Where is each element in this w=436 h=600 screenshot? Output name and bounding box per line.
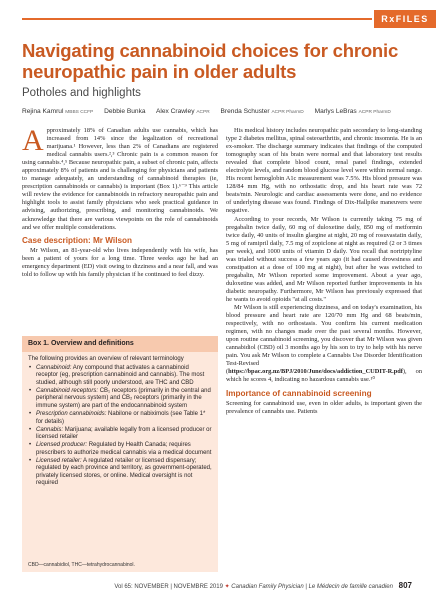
history-paragraph-2: According to your records, Mr Wilson is currently taking 75 mg of pregabalin twice daily, 60 mg of duloxetine daily, 850 mg of metformin twice daily, 40 units of insulin glargine at night, 20 mg of rosuvastatin daily, 5 mg of ramipril daily, 7.5 mg of zopiclone at night as required (2 or 3 times per week), and 1000 units of vitamin D daily. You recall that nortriptyline was trialed without success a few years ago (it had caused drowsiness and constipation at a dose of 100 mg at night), but after he was switched to pregabalin, Mr Wilson reported some improvement. About a year ago, duloxetine was added, and Mr Wilson reported further improvements in his diabetic neuropathy. Furthermore, Mr Wilson has previously expressed that he wants to avoid opioids "at all costs." bbox=[226, 215, 422, 303]
definition-item: • Cannabinoid receptors: CB₁ receptors (primarily in the central and peripheral nervous system) and CB₂ receptors (primarily in the immune system) are part of the endocannabinoid system bbox=[36, 388, 212, 411]
screening-heading: Importance of cannabinoid screening bbox=[226, 388, 372, 398]
footer-citation: Vol 65: NOVEMBER | NOVEMBRE 2019 ✦ Canadian Family Physician | Le Médecin de famille canadien 807 bbox=[114, 581, 412, 590]
section-header-bar bbox=[0, 10, 436, 28]
right-column bbox=[226, 127, 422, 416]
maple-leaf-icon: ✦ bbox=[224, 584, 230, 590]
definitions-box bbox=[22, 336, 218, 572]
footer-volume: Vol 65: NOVEMBER | NOVEMBRE 2019 bbox=[114, 584, 223, 590]
box-intro: The following provides an overview of relevant terminology bbox=[28, 356, 184, 362]
section-tag: RxFILES bbox=[374, 10, 436, 28]
definition-item: • Cannabinoid: Any compound that activates a cannabinoid receptor (eg, prescription cannabinoid and cannabis). The most studied, although still poorly understood, are THC and CBD bbox=[36, 365, 212, 388]
journal-name-fr: Le Médecin de famille canadien bbox=[308, 584, 393, 590]
definition-item: • Prescription cannabinoids: Nabilone or nabiximols (see Table 1* for details) bbox=[36, 411, 212, 426]
author-5: Marlys LeBras ACPR PharmD bbox=[314, 108, 391, 115]
definition-item: • Cannabis: Marijuana; available legally from a licensed producer or licensed retailer bbox=[36, 427, 212, 442]
author-4: Brenda Schuster ACPR PharmD bbox=[220, 108, 304, 115]
definition-list bbox=[22, 365, 218, 488]
author-1: Rejina Kamrul MBBS CCFP bbox=[22, 108, 94, 115]
author-2: Debbie Bunka bbox=[104, 108, 146, 115]
drop-cap: A bbox=[22, 124, 44, 157]
journal-name-en: Canadian Family Physician bbox=[231, 584, 304, 590]
article-subtitle: Potholes and highlights bbox=[22, 87, 141, 99]
article-title: Navigating cannabinoid choices for chronic neuropathic pain in older adults bbox=[22, 40, 399, 82]
cudit-link[interactable]: https://bpac.org.nz/BPJ/2010/June/docs/addiction_CUDIT-R.pdf bbox=[228, 368, 403, 376]
header-rule bbox=[22, 18, 372, 20]
history-paragraph-1: His medical history includes neuropathic pain secondary to long-standing type 2 diabetes mellitus, spinal osteoarthritis, and chronic insomnia. He is an ex-smoker. The discharge summary indicates that findings of the computed tomography scan of his brain were normal and that laboratory test results revealed that complete blood count, renal panel findings, extended electrolyte levels, and random blood glucose level were within normal range. His recent hemoglobin A1c measurement was 7.5%. His blood pressure was 128/84 mm Hg, with no orthostatic drop, and his heart rate was 72 beats/min. Neurologic and cardiac assessments were done, and no evidence of underlying disease was found. Findings of Dix-Hallpike maneuvers were negative. bbox=[226, 127, 422, 215]
left-column bbox=[22, 124, 218, 279]
screening-paragraph: Screening for cannabinoid use, even in older adults, is important given the prevalence of cannabis use. Patients bbox=[226, 399, 422, 415]
definition-item: • Licensed producer: Regulated by Health Canada; requires prescribers to authorize medical cannabis via a medical document bbox=[36, 442, 212, 457]
author-3: Alex Crawley ACPR bbox=[156, 108, 210, 115]
box-footnote: CBD—cannabidiol, THC—tetrahydrocannabinol. bbox=[28, 562, 135, 568]
case-heading: Case description: Mr Wilson bbox=[22, 235, 133, 245]
intro-paragraph: Approximately 18% of Canadian adults use cannabis, which has increased from 14% since the legalization of recreational marijuana.¹ However, less than 2% of Canadians are registered medical cannabis users.²,³ Chronic pain is a common reason for using cannabis.⁴,⁵ Because neuropathic pain, a subset of chronic pain, affects approximately 8% of patients and is challenging for physicians and patients to manage adequately, an understanding of cannabinoid therapies (ie, prescription cannabinoids or cannabis) is important (Box 1).⁶⁻⁹ This article will review the evidence for cannabinoids in refractory neuropathic pain and highlight tools to assist family physicians who seek practical guidance in advising, authorizing, prescribing, and monitoring cannabinoids. We acknowledge that there are various viewpoints on the role of cannabinoids and we offer multiple considerations. bbox=[22, 124, 218, 231]
definition-item: • Licensed retailer: A regulated retailer or licensed dispensary; regulated by each province and territory, as government-operated, privately licensed stores, or online. Medical oversight is not required bbox=[36, 458, 212, 488]
box-title: Box 1. Overview and definitions bbox=[22, 336, 218, 352]
page-number: 807 bbox=[398, 581, 412, 590]
author-list bbox=[22, 108, 432, 120]
page-footer bbox=[0, 580, 436, 594]
history-paragraph-3: Mr Wilson is still experiencing dizziness, and on today's examination, his blood pressure and heart rate are 120/70 mm Hg and 68 beats/min, respectively, with no orthostasis. You confirm his current medication regimen, with no changes made over the past several months. However, upon routine cannabinoid screening, you discover that Mr Wilson was given cannabidiol (CBD) oil 3 months ago by his son to try to help with his nerve pain. You ask Mr Wilson to complete a Cannabis Use Disorder Identification Test-Revised (https://bpac.org.nz/BPJ/2010/June/docs/addiction_CUDIT-R.pdf), on which he scores 4, indicating no hazardous cannabis use.¹⁰ bbox=[226, 304, 422, 384]
case-paragraph: Mr Wilson, an 81-year-old who lives independently with his wife, has been a patient of yours for a long time. Three weeks ago he had an emergency department (ED) visit owing to dizziness and a near fall, and was told to follow up with his family physician if he continued to feel dizzy. bbox=[22, 246, 218, 278]
